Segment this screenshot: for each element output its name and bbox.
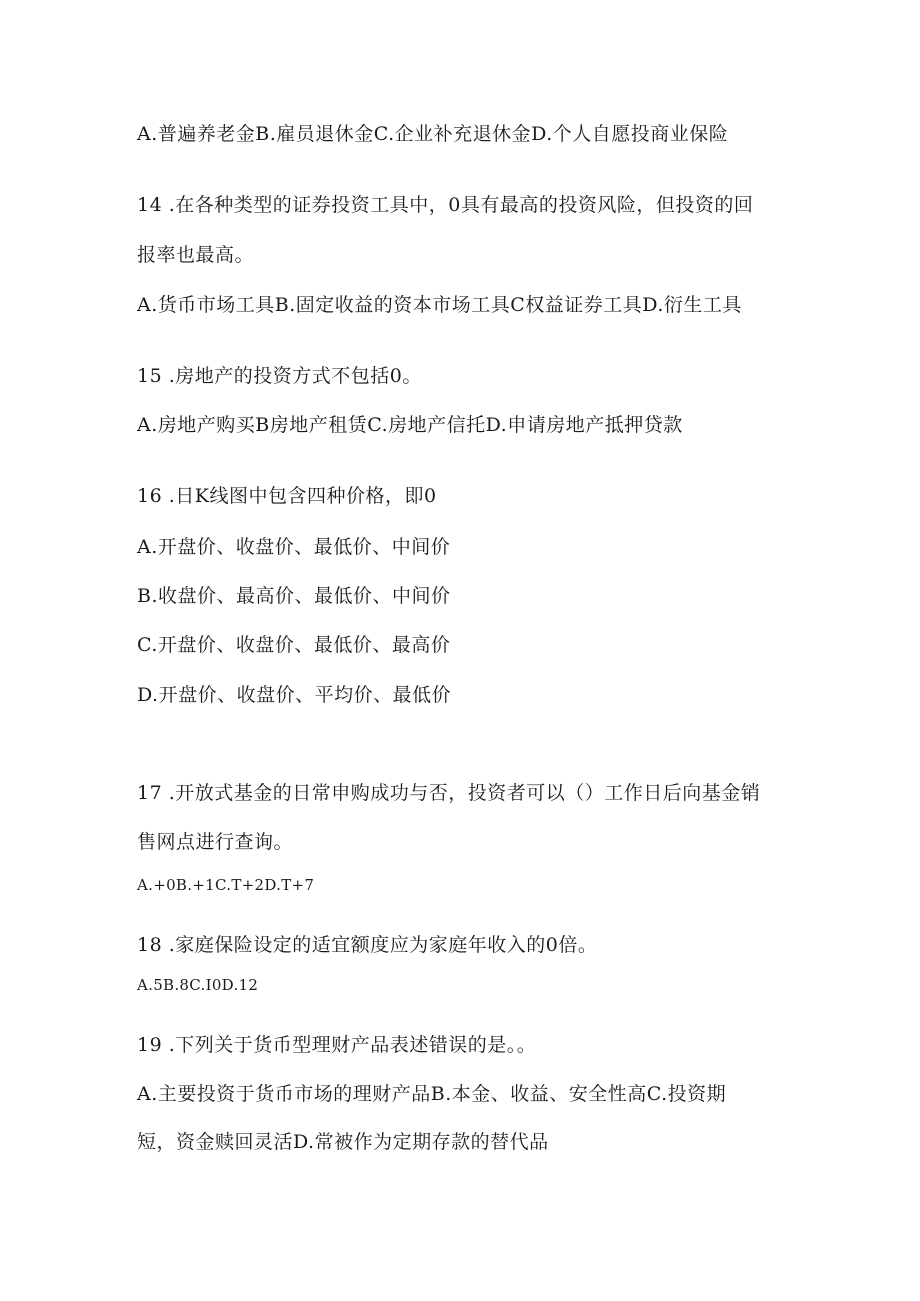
q18-options: A.5B.8C.I0D.12 bbox=[137, 976, 259, 994]
q17-stem-line2: 售网点进行查询。 bbox=[137, 831, 294, 853]
q14-stem-line1: 14 .在各种类型的证券投资工具中，0具有最高的投资风险，但投资的回 bbox=[137, 194, 754, 216]
q17-options: A.+0B.+1C.T+2D.T+7 bbox=[137, 876, 315, 894]
q19-options-line1: A.主要投资于货币市场的理财产品B.本金、收益、安全性高C.投资期 bbox=[137, 1083, 727, 1105]
q18-stem: 18 .家庭保险设定的适宜额度应为家庭年收入的0倍。 bbox=[137, 934, 598, 956]
q15-stem: 15 .房地产的投资方式不包括0。 bbox=[137, 365, 422, 387]
q17-stem-line1: 17 .开放式基金的日常申购成功与否，投资者可以（）工作日后向基金销 bbox=[137, 782, 761, 804]
q13-options: A.普遍养老金B.雇员退休金C.企业补充退休金D.个人自愿投商业保险 bbox=[137, 123, 729, 145]
q19-stem: 19 .下列关于货币型理财产品表述错误的是。。 bbox=[137, 1034, 537, 1056]
q16-option-c: C.开盘价、收盘价、最低价、最高价 bbox=[137, 634, 451, 656]
q16-option-d: D.开盘价、收盘价、平均价、最低价 bbox=[137, 684, 452, 706]
q14-stem-line2: 报率也最高。 bbox=[137, 244, 255, 266]
q19-options-line2: 短，资金赎回灵活D.常被作为定期存款的替代品 bbox=[137, 1131, 549, 1153]
q16-option-a: A.开盘价、收盘价、最低价、中间价 bbox=[137, 536, 451, 558]
q16-stem: 16 .日K线图中包含四种价格，即0 bbox=[137, 485, 437, 507]
q14-options: A.货币市场工具B.固定收益的资本市场工具C权益证券工具D.衍生工具 bbox=[137, 294, 742, 316]
q15-options: A.房地产购买B房地产租赁C.房地产信托D.申请房地产抵押贷款 bbox=[137, 414, 683, 436]
q16-option-b: B.收盘价、最高价、最低价、中间价 bbox=[137, 585, 451, 607]
